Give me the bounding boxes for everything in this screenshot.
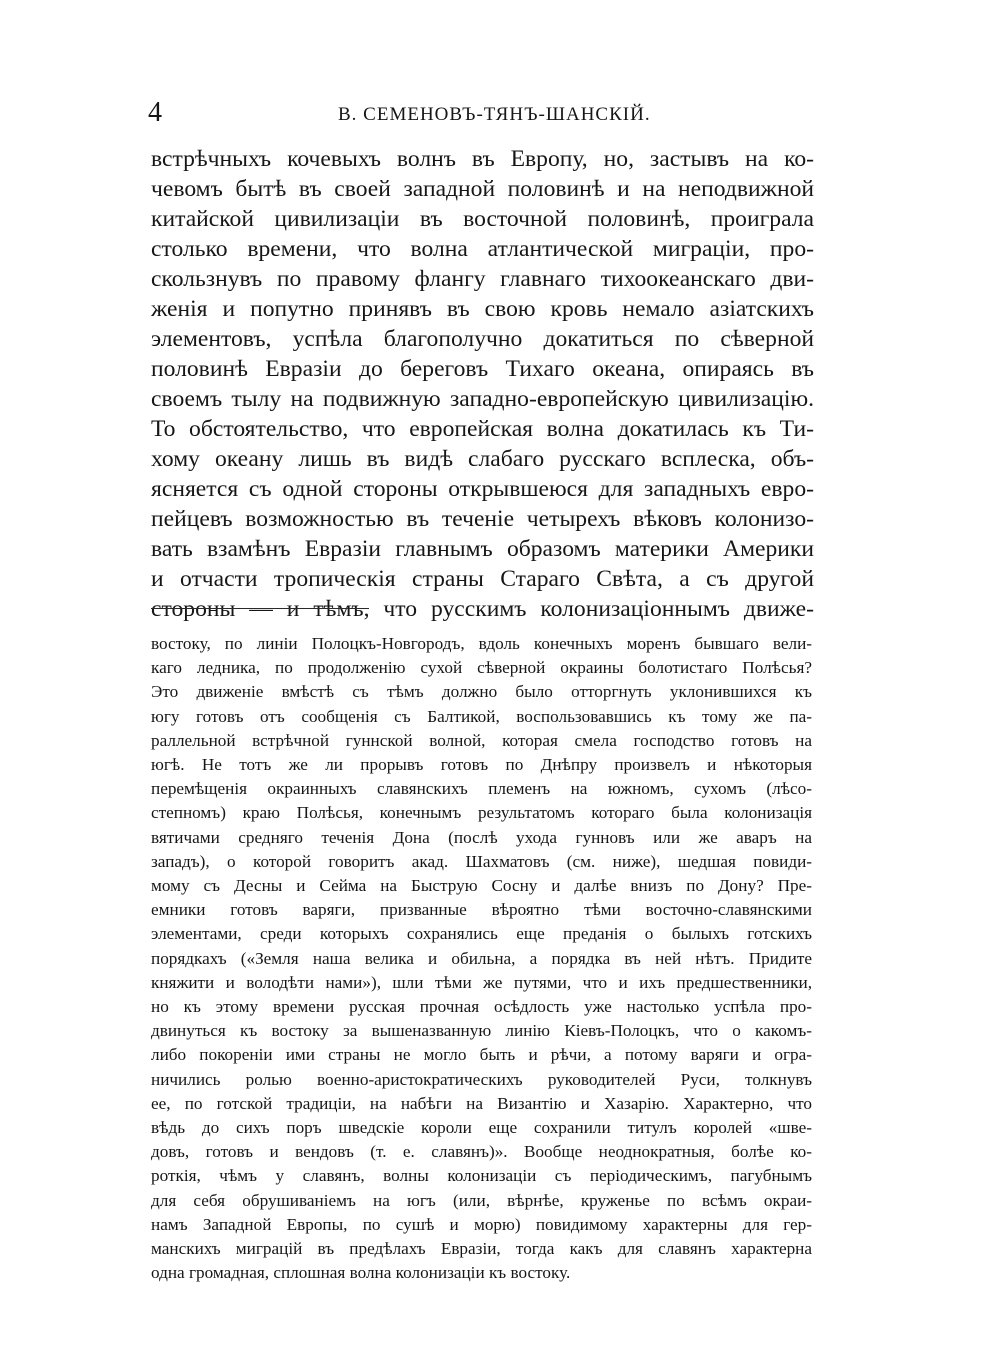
main-text <box>151 144 814 624</box>
footnote-line: югѣ. Не тотъ же ли прорывъ готовъ по Днѣпру произвелъ и нѣкоторыя <box>151 755 812 775</box>
footnote-line: емники готовъ варяги, призванные вѣроятно тѣми восточно-славянскими <box>151 900 812 920</box>
footnote-line: порядкахъ («Земля наша велика и обильна, а порядка въ ней нѣтъ. Придите <box>151 948 812 968</box>
footnote-line: западъ), о которой говоритъ акад. Шахматовъ (см. ниже), шедшая повиди- <box>151 851 812 871</box>
text-line: чевомъ бытѣ въ своей западной половинѣ и на неподвижной <box>151 176 814 202</box>
text-line: столько времени, что волна атлантической миграціи, про- <box>151 236 814 262</box>
footnote-separator <box>151 608 369 609</box>
text-line: женія и попутно принявъ въ свою кровь немало азіатскихъ <box>151 296 814 322</box>
text-line: элементовъ, успѣла благополучно докатиться по сѣверной <box>151 326 814 352</box>
text-line: китайской цивилизаціи въ восточной половинѣ, проиграла <box>151 206 814 232</box>
footnote-line: вятичами средняго теченія Дона (послѣ ухода гунновъ или же аваръ на <box>151 827 812 847</box>
footnote-line: двинуться къ востоку за вышеназванную линію Кіевъ-Полоцкъ, что о какомъ- <box>151 1021 812 1041</box>
footnote-line: каго ледника, по продолженію сухой сѣверной окраины болотистаго Полѣсья? <box>151 658 812 678</box>
page-header <box>148 96 813 132</box>
footnote-line: либо покореніи ими страны не могло быть и рѣчи, а потому варяги и огра- <box>151 1045 812 1065</box>
footnote <box>151 632 812 1285</box>
footnote-line: но къ этому времени русская прочная осѣдлость уже настолько успѣла про- <box>151 997 812 1017</box>
footnote-line: ничились ролью военно-аристократическихъ руководителей Руси, толкнувъ <box>151 1069 812 1089</box>
footnote-line: югу готовъ отъ сообщенія съ Балтикой, воспользовавшись къ тому же па- <box>151 706 812 726</box>
footnote-line: степномъ) краю Полѣсья, конечнымъ результатомъ котораго была колонизація <box>151 803 812 823</box>
footnote-line: одна громадная, сплошная волна колонизаціи къ востоку. <box>151 1263 571 1283</box>
footnote-line: раллельной встрѣчной гуннской волной, которая смела господство готовъ на <box>151 730 812 750</box>
footnote-line: Это движеніе вмѣстѣ съ тѣмъ должно было отторгнуть уклонившихся къ <box>151 682 812 702</box>
footnote-line: намъ Западной Европы, по сушѣ и морю) повидимому характерны для гер- <box>151 1214 812 1234</box>
text-line: пейцевъ возможностью въ теченіе четырехъ вѣковъ колонизо- <box>151 506 814 532</box>
running-head: В. СЕМЕНОВЪ-ТЯНЪ-ШАНСКІЙ. <box>338 104 651 125</box>
footnote-line: востоку, по линіи Полоцкъ-Новгородъ, вдоль конечныхъ моренъ бывшаго вели- <box>151 634 812 653</box>
text-line: ясняется съ одной стороны открывшеюся для западныхъ евро- <box>151 476 814 502</box>
text-line: скользнувъ по правому флангу главнаго тихоокеанскаго дви- <box>151 266 814 292</box>
footnote-line: перемѣщенія окраинныхъ славянскихъ племенъ на южномъ, сухомъ (лѣсо- <box>151 779 812 799</box>
text-line: хому океану лишь въ видѣ слабаго русскаго всплеска, объ- <box>151 446 814 472</box>
footnote-line: вѣдь до сихъ поръ шведскіе короли еще сохранили титулъ королей «шве- <box>151 1118 812 1138</box>
footnote-line: элементами, среди которыхъ сохранялись еще преданія о былыхъ готскихъ <box>151 924 812 944</box>
footnote-line: манскихъ миграцій въ предѣлахъ Евразіи, тогда какъ для славянъ характерна <box>151 1239 812 1259</box>
footnote-line: ее, по готской традиціи, на набѣги на Византію и Хазарію. Характерно, что <box>151 1093 812 1113</box>
footnote-line: роткія, чѣмъ у славянъ, волны колонизаціи съ періодическимъ, пагубнымъ <box>151 1166 812 1186</box>
footnote-line: княжити и володѣти нами»), шли тѣми же путями, что и ихъ предшественники, <box>151 972 812 992</box>
text-line: вать взамѣнъ Евразіи главнымъ образомъ материки Америки <box>151 536 814 562</box>
text-line: и отчасти тропическія страны Стараго Свѣта, а съ другой <box>151 566 814 592</box>
page-number: 4 <box>148 97 162 128</box>
footnote-line: для себя обрушиваніемъ на югъ (или, вѣрнѣе, круженье по всѣмъ окраи- <box>151 1190 812 1210</box>
footnote-line: мому съ Десны и Сейма на Быструю Сосну и далѣе внизъ по Дону? Пре- <box>151 876 812 896</box>
text-line: своемъ тылу на подвижную западно-европейскую цивилизацію. <box>151 386 814 412</box>
text-line: встрѣчныхъ кочевыхъ волнъ въ Европу, но, застывъ на ко- <box>151 146 814 172</box>
footnote-line: довъ, готовъ и вендовъ (т. е. славянъ)». Вообще неоднократныя, болѣе ко- <box>151 1142 812 1162</box>
text-line: То обстоятельство, что европейская волна докатилась къ Ти- <box>151 416 814 442</box>
text-line: половинѣ Евразіи до береговъ Тихаго океана, опираясь въ <box>151 356 814 382</box>
text-line: стороны — и тѣмъ, что русскимъ колонизаціоннымъ движе- <box>151 596 814 622</box>
